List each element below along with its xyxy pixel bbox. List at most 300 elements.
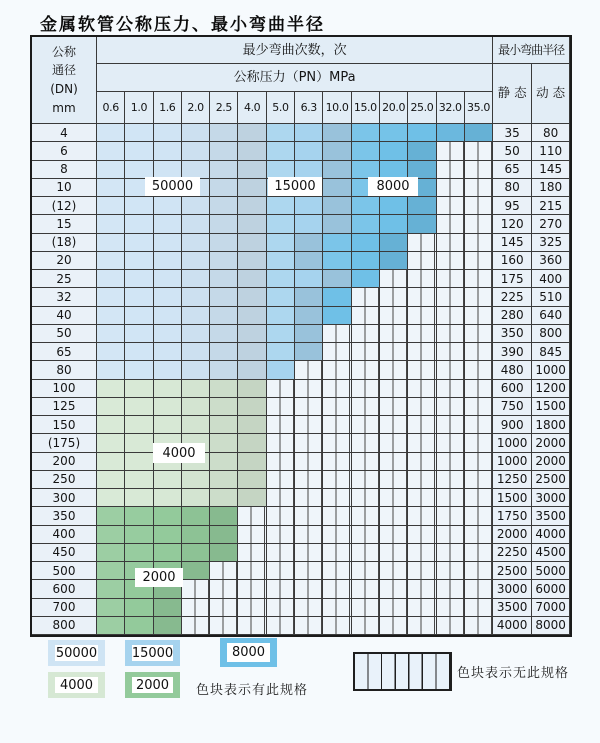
no-spec-cell xyxy=(408,617,436,635)
pressure-tick: 2.0 xyxy=(182,92,210,124)
cycle-cell-50000 xyxy=(182,343,210,361)
static-radius-cell: 145 xyxy=(493,234,532,252)
no-spec-cell xyxy=(380,434,408,452)
static-radius-cell: 160 xyxy=(493,252,532,270)
dynamic-radius-cell: 2000 xyxy=(532,434,570,452)
no-spec-cell xyxy=(380,416,408,434)
dynamic-radius-cell: 7000 xyxy=(532,599,570,617)
legend-swatch-2000 xyxy=(125,672,180,698)
cycle-cell-4000 xyxy=(182,380,210,398)
dynamic-radius-cell: 1000 xyxy=(532,361,570,379)
cycle-cell-2000 xyxy=(97,599,125,617)
no-spec-cell xyxy=(437,599,465,617)
cycle-cell-50000 xyxy=(125,361,153,379)
cycle-cell-50000 xyxy=(182,361,210,379)
no-spec-cell xyxy=(323,507,351,525)
static-radius-cell: 80 xyxy=(493,179,532,197)
cycle-cell-50000 xyxy=(97,307,125,325)
cycle-cell-8000 xyxy=(380,234,408,252)
cycle-cell-4000 xyxy=(238,380,266,398)
legend-available-text: 色块表示有此规格 xyxy=(196,683,309,698)
dn-cell: 500 xyxy=(32,562,97,580)
dynamic-radius-cell: 5000 xyxy=(532,562,570,580)
cycle-cell-4000 xyxy=(182,398,210,416)
zone-label-2000: 2000 xyxy=(135,568,183,587)
cycle-cell-8000 xyxy=(437,124,465,142)
cycle-cell-2000 xyxy=(182,544,210,562)
no-spec-cell xyxy=(380,361,408,379)
cycle-cell-50000 xyxy=(182,142,210,160)
no-spec-cell xyxy=(323,580,351,598)
cycle-cell-50000 xyxy=(182,197,210,215)
cycle-cell-2000 xyxy=(97,544,125,562)
dynamic-radius-cell: 510 xyxy=(532,288,570,306)
no-spec-cell xyxy=(465,471,493,489)
dn-cell: 40 xyxy=(32,307,97,325)
cycle-cell-50000 xyxy=(97,288,125,306)
cycle-cell-50000 xyxy=(238,234,266,252)
cycle-cell-50000 xyxy=(182,215,210,233)
no-spec-cell xyxy=(267,471,295,489)
cycle-cell-50000 xyxy=(125,215,153,233)
no-spec-cell xyxy=(352,398,380,416)
dynamic-radius-cell: 800 xyxy=(532,325,570,343)
cycle-cell-50000 xyxy=(210,197,238,215)
dn-cell: 800 xyxy=(32,617,97,635)
cycle-cell-2000 xyxy=(97,507,125,525)
zone-label-15000: 15000 xyxy=(268,177,322,196)
dn-cell: (12) xyxy=(32,197,97,215)
no-spec-cell xyxy=(380,325,408,343)
no-spec-cell xyxy=(408,562,436,580)
pressure-tick: 25.0 xyxy=(408,92,436,124)
no-spec-cell xyxy=(437,179,465,197)
cycle-cell-4000 xyxy=(238,434,266,452)
legend-swatch-15000-label: 15000 xyxy=(131,645,174,661)
dynamic-radius-cell: 110 xyxy=(532,142,570,160)
cycle-cell-50000 xyxy=(238,361,266,379)
cycle-cell-50000 xyxy=(210,325,238,343)
cycle-cell-4000 xyxy=(154,416,182,434)
no-spec-cell xyxy=(465,161,493,179)
no-spec-cell xyxy=(408,507,436,525)
spec-table xyxy=(30,35,572,637)
zone-label-8000: 8000 xyxy=(368,177,418,196)
cycle-cell-15000 xyxy=(267,161,295,179)
cycle-cell-4000 xyxy=(238,471,266,489)
no-spec-cell xyxy=(380,471,408,489)
cycle-cell-8000 xyxy=(323,252,351,270)
no-spec-cell xyxy=(408,270,436,288)
no-spec-cell xyxy=(295,416,323,434)
no-spec-cell xyxy=(323,489,351,507)
cycle-cell-50000 xyxy=(97,142,125,160)
cycle-cell-50000 xyxy=(210,234,238,252)
cycle-cell-15000 xyxy=(267,343,295,361)
no-spec-cell xyxy=(380,544,408,562)
cycle-cell-2000 xyxy=(182,562,210,580)
cycle-cell-15000 xyxy=(295,288,323,306)
cycle-cell-50000 xyxy=(154,325,182,343)
cycle-cell-15000 xyxy=(323,124,351,142)
no-spec-cell xyxy=(380,599,408,617)
cycle-cell-8000 xyxy=(323,234,351,252)
no-spec-cell xyxy=(437,197,465,215)
pressure-tick: 6.3 xyxy=(295,92,323,124)
no-spec-cell xyxy=(437,325,465,343)
cycle-cell-50000 xyxy=(97,325,125,343)
no-spec-cell xyxy=(295,526,323,544)
no-spec-cell xyxy=(295,489,323,507)
cycle-cell-50000 xyxy=(125,288,153,306)
static-radius-cell: 280 xyxy=(493,307,532,325)
dynamic-radius-cell: 80 xyxy=(532,124,570,142)
dn-cell: 25 xyxy=(32,270,97,288)
no-spec-cell xyxy=(437,471,465,489)
no-spec-cell xyxy=(267,562,295,580)
dynamic-radius-cell: 640 xyxy=(532,307,570,325)
no-spec-cell xyxy=(380,507,408,525)
cycle-cell-4000 xyxy=(97,434,125,452)
cycle-cell-50000 xyxy=(125,234,153,252)
dynamic-radius-cell: 270 xyxy=(532,215,570,233)
no-spec-cell xyxy=(295,453,323,471)
cycle-cell-50000 xyxy=(238,142,266,160)
no-spec-cell xyxy=(437,580,465,598)
cycle-cell-2000 xyxy=(210,544,238,562)
legend-swatch-4000 xyxy=(48,672,105,698)
no-spec-cell xyxy=(408,380,436,398)
cycle-cell-4000 xyxy=(210,471,238,489)
cycle-cell-50000 xyxy=(154,124,182,142)
no-spec-cell xyxy=(380,343,408,361)
no-spec-cell xyxy=(465,288,493,306)
legend-swatch-8000-label: 8000 xyxy=(227,643,270,662)
no-spec-cell xyxy=(352,380,380,398)
cycle-cell-50000 xyxy=(210,215,238,233)
no-spec-cell xyxy=(323,526,351,544)
no-spec-cell xyxy=(380,489,408,507)
static-radius-cell: 1000 xyxy=(493,453,532,471)
cycle-cell-50000 xyxy=(182,307,210,325)
cycle-cell-50000 xyxy=(97,161,125,179)
cycle-cell-2000 xyxy=(125,617,153,635)
no-spec-cell xyxy=(465,562,493,580)
no-spec-cell xyxy=(408,453,436,471)
no-spec-cell xyxy=(437,434,465,452)
cycle-cell-8000 xyxy=(352,252,380,270)
no-spec-cell xyxy=(408,343,436,361)
static-radius-cell: 4000 xyxy=(493,617,532,635)
cycle-cell-15000 xyxy=(295,307,323,325)
cycle-cell-2000 xyxy=(182,526,210,544)
cycle-cell-15000 xyxy=(323,215,351,233)
static-radius-cell: 600 xyxy=(493,380,532,398)
cycle-cell-50000 xyxy=(210,161,238,179)
static-radius-cell: 350 xyxy=(493,325,532,343)
pressure-tick: 0.6 xyxy=(97,92,125,124)
cycle-cell-4000 xyxy=(125,471,153,489)
cycle-cell-2000 xyxy=(97,562,125,580)
zone-label-4000: 4000 xyxy=(153,443,205,463)
cycle-cell-4000 xyxy=(154,471,182,489)
dynamic-radius-cell: 180 xyxy=(532,179,570,197)
no-spec-cell xyxy=(408,489,436,507)
cycle-cell-50000 xyxy=(97,234,125,252)
no-spec-cell xyxy=(267,398,295,416)
cycle-cell-2000 xyxy=(125,544,153,562)
pressure-tick: 1.0 xyxy=(125,92,153,124)
cycle-cell-4000 xyxy=(97,398,125,416)
cycle-cell-50000 xyxy=(125,270,153,288)
cycle-cell-2000 xyxy=(154,507,182,525)
no-spec-cell xyxy=(408,416,436,434)
static-radius-cell: 95 xyxy=(493,197,532,215)
no-spec-cell xyxy=(352,580,380,598)
pressure-tick: 2.5 xyxy=(210,92,238,124)
static-radius-cell: 225 xyxy=(493,288,532,306)
legend-unavailable-text: 色块表示无此规格 xyxy=(457,666,570,681)
no-spec-cell xyxy=(352,471,380,489)
dn-cell: 4 xyxy=(32,124,97,142)
bend-radius-header: 最小弯曲半径 xyxy=(493,37,570,64)
cycle-cell-50000 xyxy=(238,288,266,306)
no-spec-cell xyxy=(437,489,465,507)
dn-cell: 65 xyxy=(32,343,97,361)
no-spec-cell xyxy=(437,562,465,580)
static-column-header: 静 态 xyxy=(493,64,532,124)
cycle-cell-15000 xyxy=(267,361,295,379)
cycle-cell-50000 xyxy=(97,215,125,233)
cycle-cell-50000 xyxy=(238,325,266,343)
no-spec-cell xyxy=(295,398,323,416)
cycle-cell-8000 xyxy=(352,161,380,179)
nominal-pressure-header: 公称压力（PN）MPa xyxy=(97,64,493,92)
cycle-cell-50000 xyxy=(97,179,125,197)
no-spec-cell xyxy=(465,252,493,270)
cycle-cell-2000 xyxy=(125,599,153,617)
no-spec-cell xyxy=(267,434,295,452)
static-radius-cell: 750 xyxy=(493,398,532,416)
cycle-cell-50000 xyxy=(97,343,125,361)
cycle-cell-50000 xyxy=(154,215,182,233)
no-spec-cell xyxy=(380,562,408,580)
cycle-cell-4000 xyxy=(97,471,125,489)
cycle-cell-4000 xyxy=(97,489,125,507)
no-spec-cell xyxy=(437,161,465,179)
no-spec-cell xyxy=(408,361,436,379)
cycle-cell-2000 xyxy=(97,580,125,598)
no-spec-cell xyxy=(267,453,295,471)
static-radius-cell: 480 xyxy=(493,361,532,379)
cycle-cell-50000 xyxy=(125,124,153,142)
cycle-cell-4000 xyxy=(154,489,182,507)
cycle-cell-8000 xyxy=(380,161,408,179)
dn-cell: 150 xyxy=(32,416,97,434)
no-spec-cell xyxy=(352,453,380,471)
cycle-cell-50000 xyxy=(210,124,238,142)
cycle-cell-8000 xyxy=(408,215,436,233)
no-spec-cell xyxy=(210,617,238,635)
no-spec-cell xyxy=(465,361,493,379)
no-spec-cell xyxy=(267,526,295,544)
no-spec-cell xyxy=(408,526,436,544)
cycle-cell-2000 xyxy=(154,526,182,544)
cycle-cell-8000 xyxy=(352,234,380,252)
static-radius-cell: 2000 xyxy=(493,526,532,544)
cycle-cell-15000 xyxy=(267,252,295,270)
dynamic-radius-cell: 215 xyxy=(532,197,570,215)
dn-cell: 125 xyxy=(32,398,97,416)
no-spec-cell xyxy=(465,599,493,617)
dynamic-radius-cell: 2000 xyxy=(532,453,570,471)
no-spec-cell xyxy=(437,142,465,160)
cycle-cell-15000 xyxy=(295,215,323,233)
no-spec-cell xyxy=(238,562,266,580)
cycle-cell-50000 xyxy=(154,161,182,179)
no-spec-cell xyxy=(323,453,351,471)
cycle-cell-15000 xyxy=(267,307,295,325)
cycle-cell-50000 xyxy=(125,343,153,361)
no-spec-cell xyxy=(380,580,408,598)
cycle-cell-8000 xyxy=(380,142,408,160)
no-spec-cell xyxy=(380,453,408,471)
no-spec-cell xyxy=(437,215,465,233)
cycle-cell-2000 xyxy=(154,544,182,562)
dynamic-radius-cell: 4000 xyxy=(532,526,570,544)
no-spec-cell xyxy=(323,617,351,635)
no-spec-cell xyxy=(323,343,351,361)
cycle-cell-50000 xyxy=(97,124,125,142)
dynamic-radius-cell: 3000 xyxy=(532,489,570,507)
cycle-cell-8000 xyxy=(380,252,408,270)
no-spec-cell xyxy=(210,580,238,598)
static-radius-cell: 35 xyxy=(493,124,532,142)
no-spec-cell xyxy=(437,343,465,361)
cycle-cell-15000 xyxy=(295,325,323,343)
no-spec-cell xyxy=(465,434,493,452)
dynamic-radius-cell: 8000 xyxy=(532,617,570,635)
no-spec-cell xyxy=(465,526,493,544)
no-spec-cell xyxy=(323,361,351,379)
dynamic-radius-cell: 845 xyxy=(532,343,570,361)
cycle-cell-4000 xyxy=(182,471,210,489)
cycle-cell-8000 xyxy=(380,124,408,142)
page-title: 金属软管公称压力、最小弯曲半径 xyxy=(40,15,325,35)
dynamic-radius-cell: 1200 xyxy=(532,380,570,398)
cycle-cell-50000 xyxy=(238,179,266,197)
no-spec-cell xyxy=(465,215,493,233)
cycle-cell-4000 xyxy=(97,416,125,434)
cycle-cell-50000 xyxy=(238,252,266,270)
cycle-cell-15000 xyxy=(267,124,295,142)
pressure-tick: 4.0 xyxy=(238,92,266,124)
cycle-cell-50000 xyxy=(154,343,182,361)
no-spec-cell xyxy=(465,343,493,361)
no-spec-cell xyxy=(352,562,380,580)
legend-swatch-2000-label: 2000 xyxy=(132,677,173,693)
cycle-cell-4000 xyxy=(154,398,182,416)
no-spec-cell xyxy=(408,234,436,252)
cycle-cell-50000 xyxy=(125,252,153,270)
no-spec-cell xyxy=(465,380,493,398)
dn-cell: 15 xyxy=(32,215,97,233)
no-spec-cell xyxy=(238,507,266,525)
cycle-cell-4000 xyxy=(238,416,266,434)
cycle-cell-8000 xyxy=(352,142,380,160)
no-spec-cell xyxy=(408,325,436,343)
cycle-cell-4000 xyxy=(210,489,238,507)
no-spec-cell xyxy=(437,617,465,635)
static-radius-cell: 1750 xyxy=(493,507,532,525)
no-spec-cell xyxy=(267,544,295,562)
cycle-cell-50000 xyxy=(125,161,153,179)
no-spec-cell xyxy=(323,544,351,562)
dn-cell: 250 xyxy=(32,471,97,489)
cycle-cell-50000 xyxy=(182,161,210,179)
cycle-cell-15000 xyxy=(295,252,323,270)
no-spec-cell xyxy=(323,599,351,617)
no-spec-cell xyxy=(465,307,493,325)
no-spec-cell xyxy=(352,617,380,635)
no-spec-cell xyxy=(295,544,323,562)
pressure-tick: 5.0 xyxy=(267,92,295,124)
dynamic-radius-cell: 3500 xyxy=(532,507,570,525)
no-spec-cell xyxy=(238,544,266,562)
cycle-cell-8000 xyxy=(408,124,436,142)
cycle-cell-50000 xyxy=(182,325,210,343)
no-spec-cell xyxy=(380,288,408,306)
zone-label-50000: 50000 xyxy=(145,177,200,196)
cycle-cell-15000 xyxy=(295,270,323,288)
dn-header-line: 公称 xyxy=(51,44,76,59)
no-spec-cell xyxy=(408,599,436,617)
dn-cell: 50 xyxy=(32,325,97,343)
no-spec-cell xyxy=(267,507,295,525)
cycle-cell-2000 xyxy=(182,507,210,525)
no-spec-cell xyxy=(437,234,465,252)
cycle-cell-4000 xyxy=(125,434,153,452)
no-spec-cell xyxy=(295,471,323,489)
cycle-cell-4000 xyxy=(182,489,210,507)
cycle-cell-15000 xyxy=(295,197,323,215)
cycle-cell-2000 xyxy=(210,526,238,544)
cycle-cell-50000 xyxy=(238,215,266,233)
dn-cell: 20 xyxy=(32,252,97,270)
no-spec-cell xyxy=(465,489,493,507)
no-spec-cell xyxy=(465,142,493,160)
cycle-cell-8000 xyxy=(408,142,436,160)
dn-cell: 400 xyxy=(32,526,97,544)
no-spec-cell xyxy=(267,580,295,598)
cycle-cell-4000 xyxy=(210,453,238,471)
no-spec-cell xyxy=(295,617,323,635)
pressure-tick: 32.0 xyxy=(437,92,465,124)
dynamic-radius-cell: 360 xyxy=(532,252,570,270)
static-radius-cell: 2500 xyxy=(493,562,532,580)
cycle-cell-8000 xyxy=(323,288,351,306)
no-spec-cell xyxy=(437,307,465,325)
no-spec-cell xyxy=(323,416,351,434)
no-spec-cell xyxy=(238,617,266,635)
cycle-cell-15000 xyxy=(295,343,323,361)
cycle-cell-50000 xyxy=(97,197,125,215)
legend-swatch-4000-label: 4000 xyxy=(55,677,98,693)
no-spec-cell xyxy=(323,380,351,398)
cycle-cell-8000 xyxy=(408,197,436,215)
cycle-cell-50000 xyxy=(238,343,266,361)
cycle-cell-50000 xyxy=(154,270,182,288)
